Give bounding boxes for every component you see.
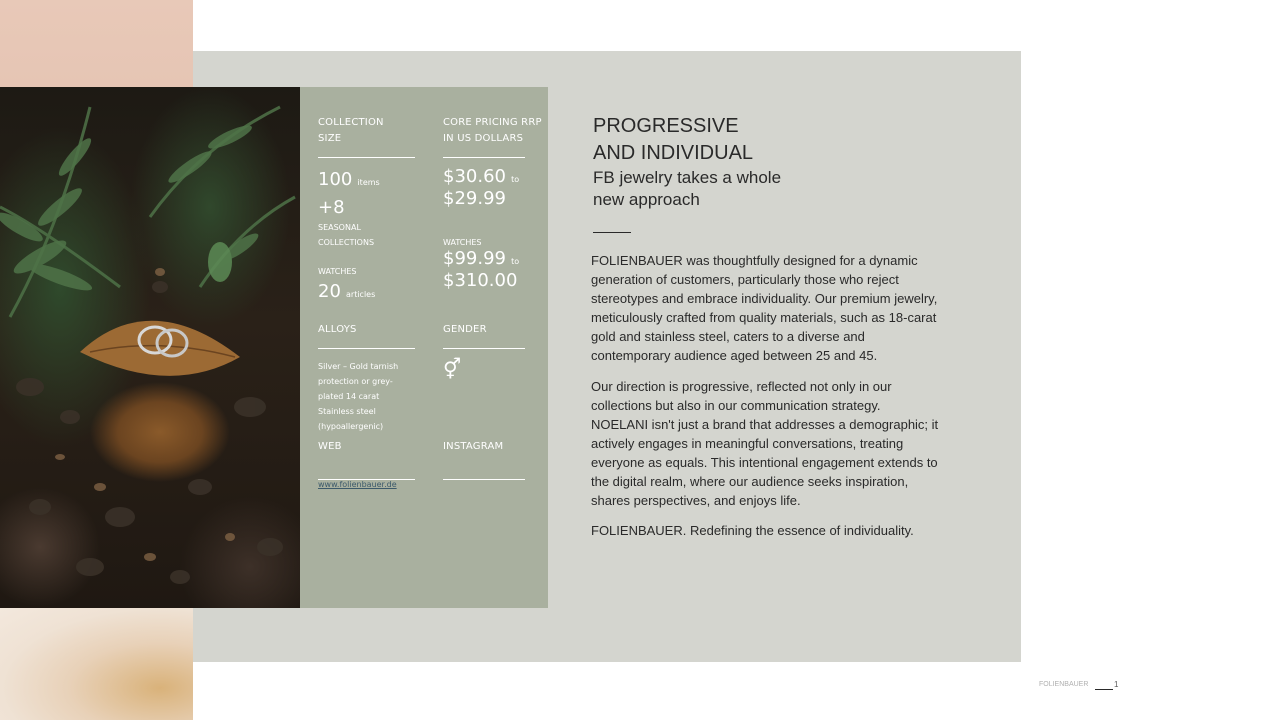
gender-rule [443, 348, 525, 349]
watches-count-label: WATCHES [318, 267, 357, 276]
collection-rule [318, 157, 415, 158]
subhead-line-1: FB jewelry takes a whole [593, 168, 782, 187]
core-price-to: $29.99 [443, 188, 506, 209]
rings-on-leaf-photo [0, 87, 300, 608]
unisex-gender-icon: ⚥ [443, 357, 462, 381]
headline-line-1: PROGRESSIVE [593, 115, 739, 137]
watches-count-stat [318, 281, 375, 303]
web-label: WEB [318, 441, 342, 452]
alloys-line-2: protection or grey- [318, 377, 393, 386]
alloys-line-5: (hypoallergenic) [318, 422, 384, 431]
subhead-line-2: new approach [593, 190, 700, 209]
hair-detail [0, 608, 193, 720]
alloys-line-4: Stainless steel [318, 407, 376, 416]
pricing-label [443, 115, 542, 147]
collection-size-label [318, 115, 384, 147]
core-price-to-word: to [511, 175, 520, 184]
footer-brand: FOLIENBAUER [1039, 681, 1089, 688]
alloys-description [318, 359, 418, 434]
footer-divider [1095, 689, 1113, 690]
instagram-label: INSTAGRAM [443, 441, 504, 452]
seasonal-label-line-1: SEASONAL [318, 223, 361, 232]
instagram-rule [443, 479, 525, 480]
page-title [593, 113, 753, 167]
seasonal-value: +8 [318, 197, 345, 218]
seasonal-label [318, 220, 374, 250]
watches-count-unit: articles [346, 290, 376, 299]
collection-items-value: 100 [318, 169, 353, 190]
alloys-rule [318, 348, 415, 349]
core-price-from: $30.60 [443, 166, 506, 187]
gender-label: GENDER [443, 324, 487, 335]
headline-line-2: AND INDIVIDUAL [593, 142, 754, 164]
alloys-line-3: plated 14 carat [318, 392, 380, 401]
website-link[interactable]: www.folienbauer.de [318, 480, 397, 489]
forest-illustration [0, 87, 300, 608]
collection-items-stat [318, 169, 380, 191]
watches-price-label: WATCHES [443, 238, 482, 247]
page-number: 1 [1114, 680, 1119, 689]
collection-label-line-2: SIZE [318, 133, 342, 144]
watches-price-from: $99.99 [443, 248, 506, 269]
collection-items-unit: items [357, 178, 380, 187]
title-divider [593, 232, 631, 233]
alloys-label: ALLOYS [318, 324, 357, 335]
watches-count-value: 20 [318, 281, 341, 302]
body-paragraph-3: FOLIENBAUER. Redefining the essence of individuality. [591, 523, 914, 538]
alloys-line-1: Silver – Gold tarnish [318, 362, 399, 371]
watches-price-to-word: to [511, 257, 520, 266]
body-paragraph-1: FOLIENBAUER was thoughtfully designed for a dynamic generation of customers, particularly those who reject stereotypes and embrace individuality. Our premium jewelry, meticulously crafted from quality materials, such as 18-carat gold and stainless steel, caters to a diverse and contemporary audience aged between 25 and 45. [591, 253, 938, 363]
body-paragraph-2: Our direction is progressive, reflected not only in our collections but also in our communication strategy. NOELANI isn't just a brand that addresses a demographic; it actively engages in meaningful conversations, treating everyone as equals. This intentional engagement extends to the digital realm, where our audience seeks inspiration, shares perspectives, and enjoys life. [591, 379, 939, 508]
pricing-label-line-1: CORE PRICING RRP [443, 117, 542, 128]
collection-info-card [300, 87, 548, 608]
watches-price-to: $310.00 [443, 270, 518, 291]
seasonal-label-line-2: COLLECTIONS [318, 238, 375, 247]
pricing-label-line-2: IN US DOLLARS [443, 133, 524, 144]
collection-label-line-1: COLLECTION [318, 117, 384, 128]
watches-price-range [443, 248, 519, 292]
pricing-rule [443, 157, 525, 158]
core-price-range [443, 166, 519, 210]
page-subtitle [593, 167, 781, 211]
